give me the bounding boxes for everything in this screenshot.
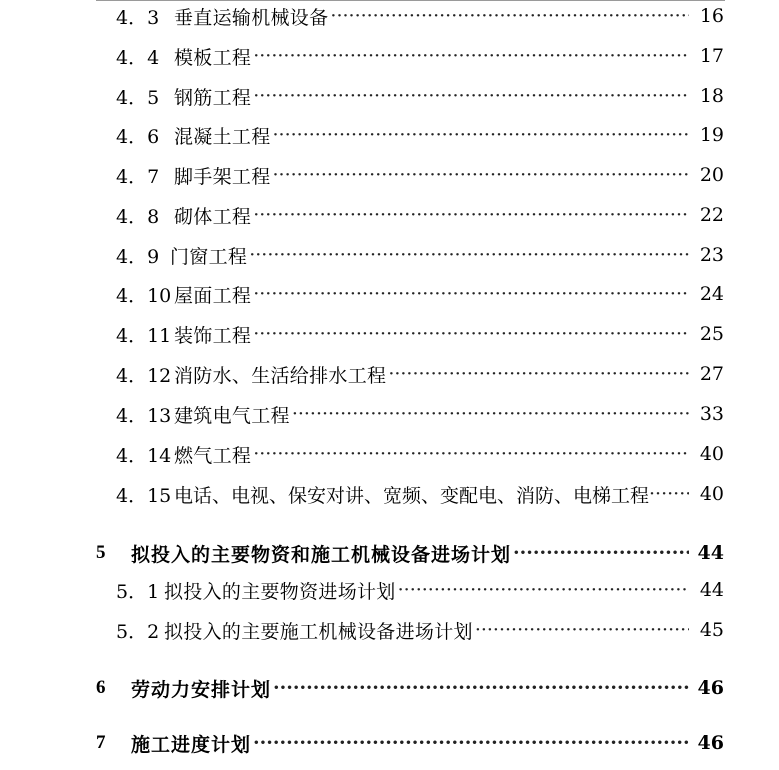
toc-entry-page: 16 [699,5,724,27]
toc-entry-page: 40 [699,443,724,465]
toc-entry-page: 45 [699,619,724,641]
toc-entry[interactable] [0,120,779,150]
toc-entry[interactable] [0,359,779,389]
toc-entry-page: 33 [699,403,724,425]
toc-entry-title: 施工进度计划 [131,733,252,756]
toc-dot-leader [253,728,689,758]
toc-entry-number: 4．12 [116,364,172,387]
toc-entry-page: 19 [699,124,724,146]
toc-entry-title: 拟投入的主要物资和施工机械设备进场计划 [131,543,512,566]
toc-entry-number: 4．8 [116,205,160,228]
toc-entry-number: 4．13 [116,404,172,427]
toc-dot-leader [330,1,689,31]
toc-entry-number: 4．15 [116,484,172,507]
toc-entry-page: 44 [699,579,724,601]
toc-dot-leader [253,81,689,111]
toc-entry-title: 垂直运输机械设备 [174,6,329,29]
toc-entry-title: 门窗工程 [170,245,248,268]
toc-entry-page: 17 [699,45,724,67]
toc-dot-leader [513,538,689,568]
toc-dot-leader [398,575,689,605]
toc-entry-title: 建筑电气工程 [174,404,290,427]
toc-entry[interactable] [0,240,779,270]
toc-dot-leader [292,399,689,429]
toc-entry-number: 4．7 [116,165,160,188]
toc-entry-number: 4．10 [116,284,172,307]
toc-entry[interactable] [0,575,779,605]
toc-dot-leader [253,319,689,349]
toc-entry-page: 25 [699,323,724,345]
toc-entry-title: 脚手架工程 [174,165,271,188]
toc-entry[interactable] [0,399,779,429]
toc-dot-leader [253,279,689,309]
toc-entry-title: 混凝土工程 [174,125,271,148]
toc-entry-number: 4．4 [116,46,160,69]
toc-chapter-entry[interactable] [0,728,779,758]
toc-chapter-entry[interactable] [0,538,779,568]
toc-entry-page: 27 [699,363,724,385]
toc-entry-number: 4．5 [116,86,160,109]
toc-entry-title: 劳动力安排计划 [131,678,272,701]
toc-entry[interactable] [0,160,779,190]
toc-entry-number: 5．1 [116,580,160,603]
toc-entry-title: 砌体工程 [174,205,252,228]
toc-entry-number: 4．11 [116,324,172,347]
toc-entry[interactable] [0,279,779,309]
toc-entry[interactable] [0,479,779,509]
toc-entry[interactable] [0,319,779,349]
toc-entry-title: 模板工程 [174,46,252,69]
toc-entry[interactable] [0,1,779,31]
toc-dot-leader [388,359,689,389]
toc-entry[interactable] [0,41,779,71]
toc-entry-number: 6 [96,677,106,698]
toc-dot-leader [273,160,689,190]
toc-entry-number: 5．2 [116,620,160,643]
toc-entry-number: 4．3 [116,6,160,29]
toc-dot-leader [475,615,689,645]
toc-entry-page: 40 [699,483,724,505]
toc-entry-page: 18 [699,85,724,107]
toc-entry[interactable] [0,81,779,111]
toc-entry[interactable] [0,200,779,230]
toc-entry-title: 屋面工程 [174,284,252,307]
toc-entry-title: 燃气工程 [174,444,252,467]
toc-entry-title: 拟投入的主要物资进场计划 [164,580,396,603]
toc-entry-title: 拟投入的主要施工机械设备进场计划 [164,620,473,643]
toc-dot-leader [273,673,689,703]
toc-dot-leader [253,41,689,71]
toc-entry-page: 23 [699,244,724,266]
toc-entry-page: 22 [699,204,724,226]
toc-entry[interactable] [0,439,779,469]
toc-entry-number: 4．6 [116,125,160,148]
toc-dot-leader [253,200,689,230]
toc-entry-page: 20 [699,164,724,186]
toc-entry-page: 46 [697,732,724,754]
toc-chapter-entry[interactable] [0,673,779,703]
toc-dot-leader [249,240,689,270]
toc-entry-number: 4．9 [116,245,160,268]
toc-entry-number: 4．14 [116,444,172,467]
toc-entry-page: 46 [697,677,724,699]
toc-entry-number: 7 [96,732,106,753]
toc-entry-number: 5 [96,542,106,563]
toc-entry-title: 钢筋工程 [174,86,252,109]
toc-entry-title: 消防水、生活给排水工程 [174,364,387,387]
toc-entry-title: 电话、电视、保安对讲、宽频、变配电、消防、电梯工程 [174,484,650,507]
toc-dot-leader [253,439,689,469]
toc-dot-leader [273,120,689,150]
toc-entry-page: 24 [699,283,724,305]
toc-entry[interactable] [0,615,779,645]
toc-entry-title: 装饰工程 [174,324,252,347]
toc-dot-leader [649,479,689,509]
toc-entry-page: 44 [697,542,724,564]
